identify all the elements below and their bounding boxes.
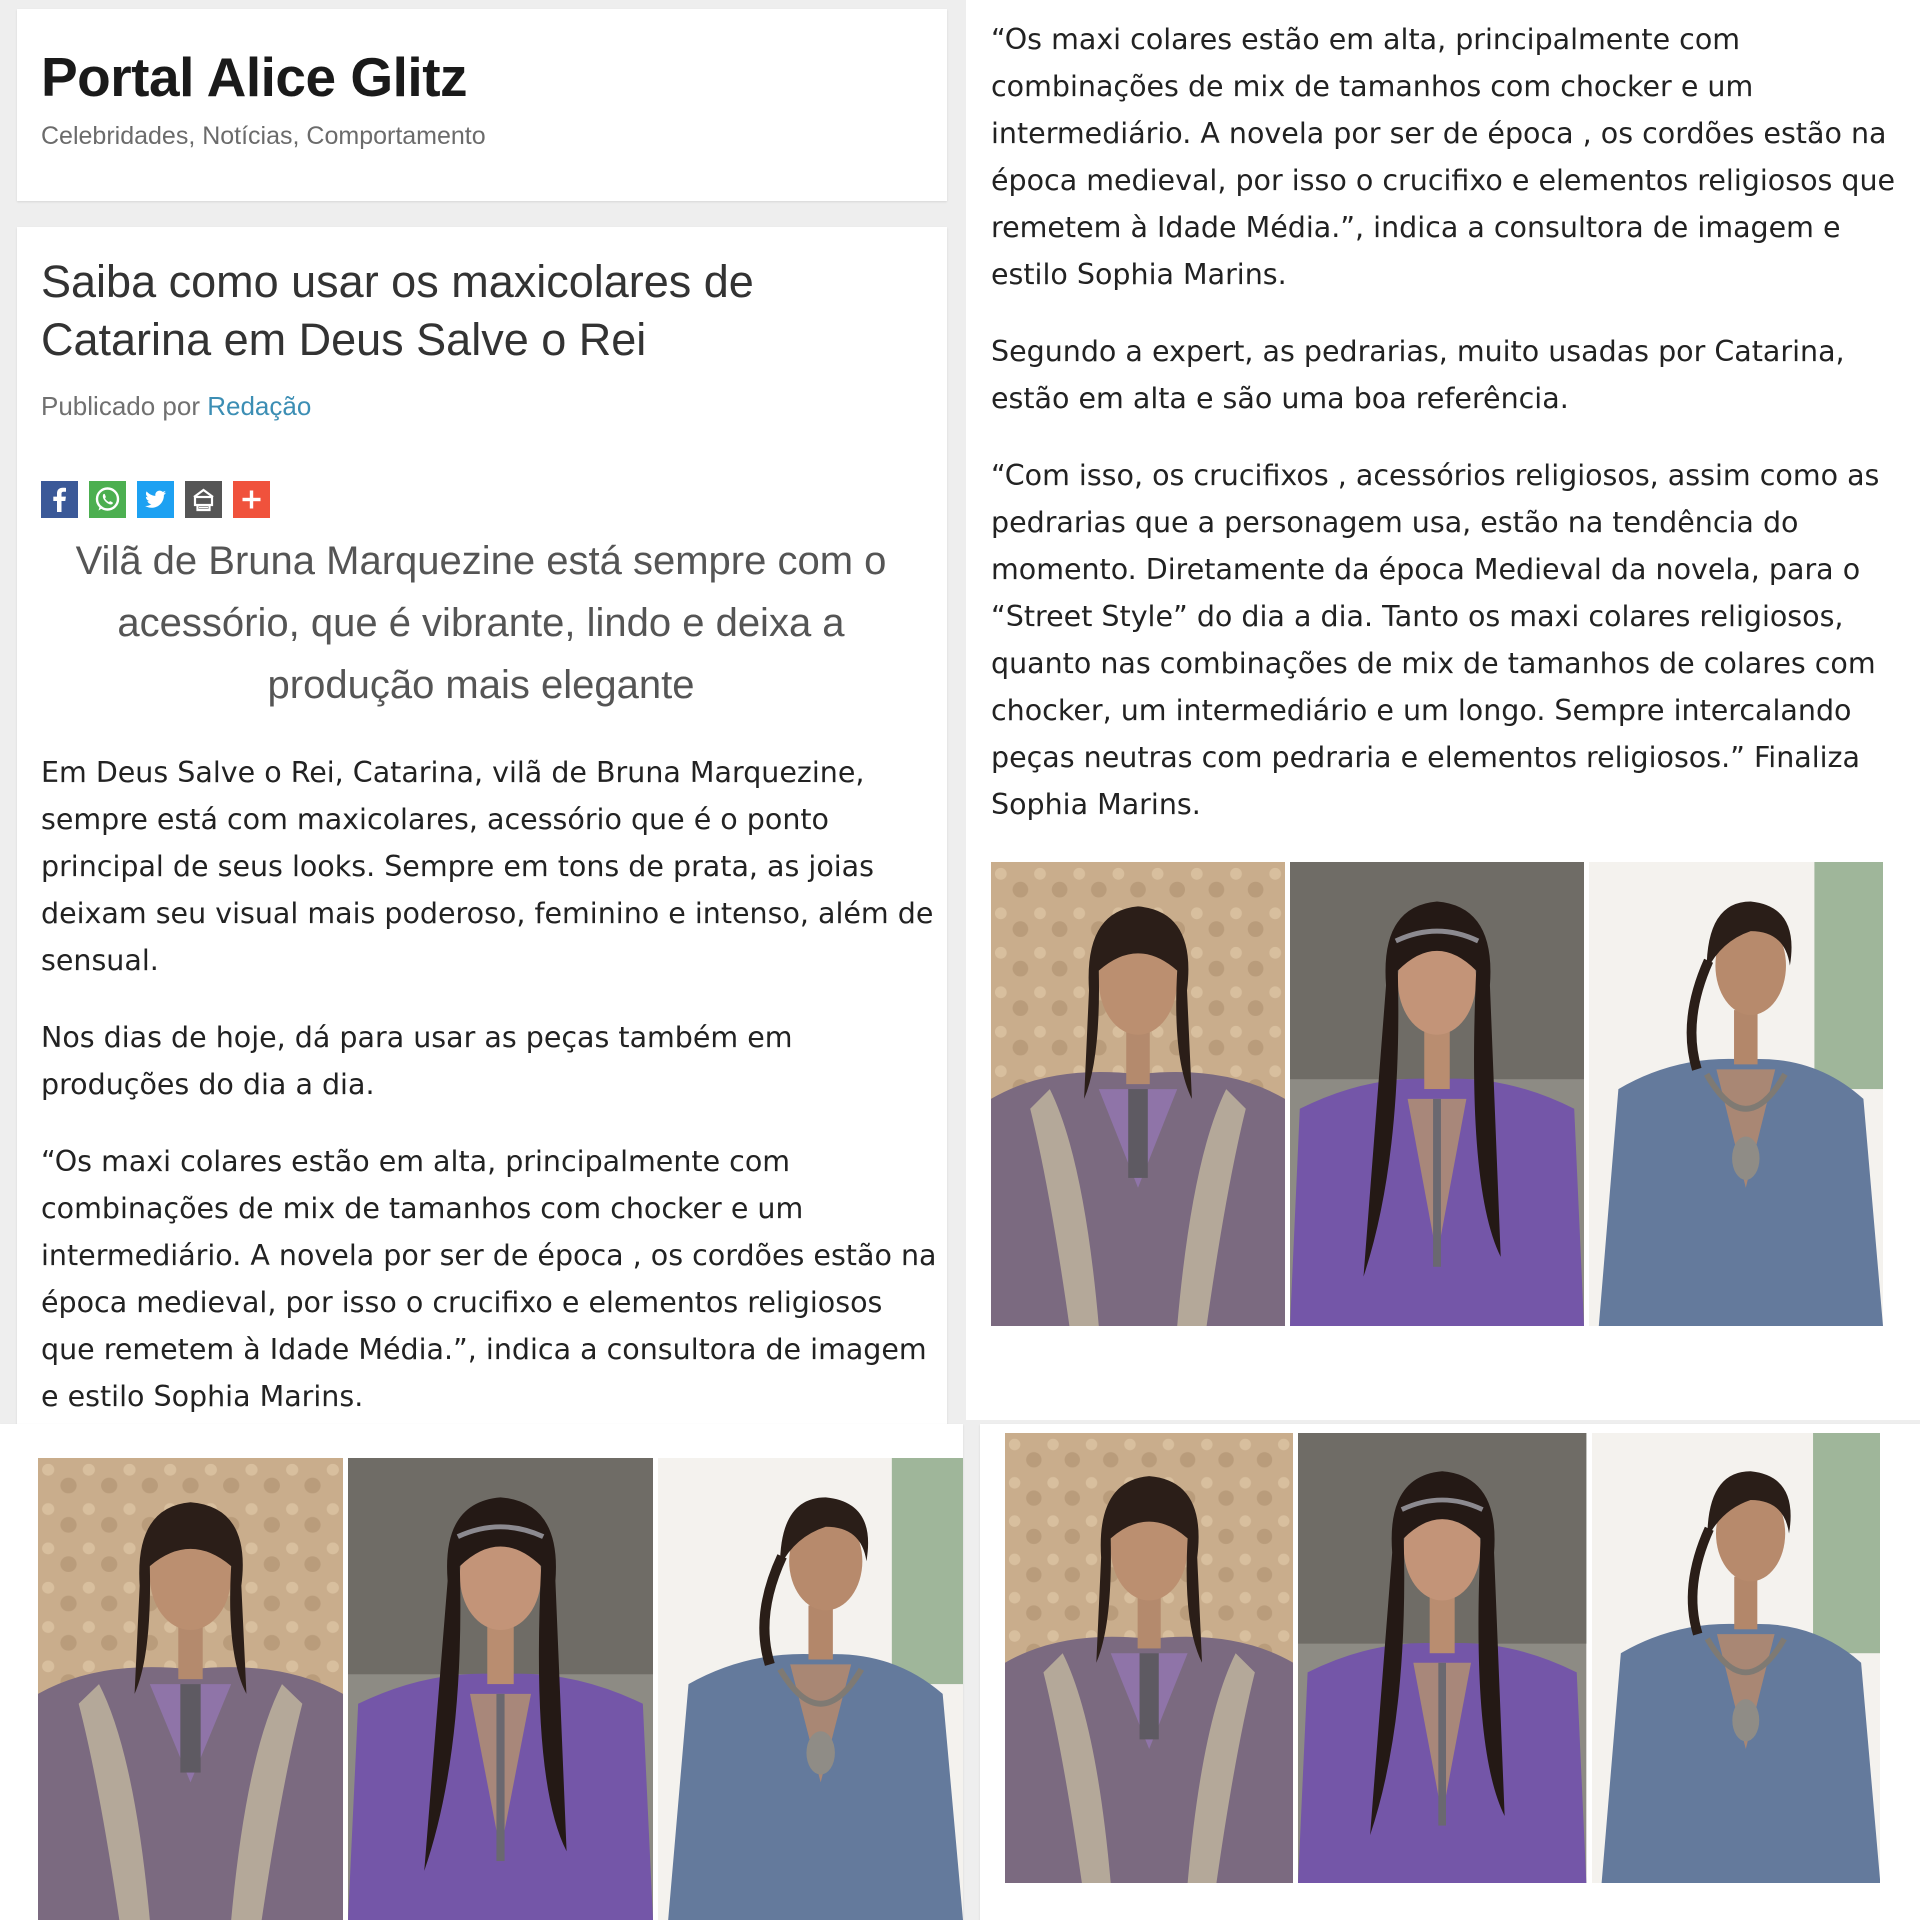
photo-collage-bottom-left (38, 1458, 963, 1920)
byline (41, 391, 311, 422)
photo-blue-gown (658, 1458, 963, 1920)
continuation-body (991, 16, 1911, 858)
byline-prefix: Publicado por (41, 391, 200, 421)
whatsapp-icon (89, 481, 126, 518)
photo-panel-3[interactable] (1589, 862, 1883, 1326)
facebook-icon (41, 481, 78, 518)
photo-blue-gown (1592, 1433, 1880, 1883)
printer-icon (185, 481, 222, 518)
photo-purple-dress (1298, 1433, 1586, 1883)
share-twitter-button[interactable] (137, 481, 174, 518)
photo-panel-1[interactable] (38, 1458, 343, 1920)
paragraph-intro: Em Deus Salve o Rei, Catarina, vilã de Bruna Marquezine, sempre está com maxicolares, acessório que é o ponto principal de seus looks. Sempre em tons de prata, as joias deixam seu visual mais poderoso, feminino e intenso, além de sensual. (41, 756, 934, 977)
paragraph-quote: “Os maxi colares estão em alta, principalmente com combinações de mix de tamanhos com chocker e um intermediário. A novela por ser de época , os cordões estão na época medieval, por isso o crucifixo e elementos religiosos que remetem à Idade Média.”, indica a consultora de imagem e estilo Sophia Marins. (41, 1145, 937, 1413)
photo-purple-dress (1290, 862, 1584, 1326)
photo-panel-3[interactable] (658, 1458, 963, 1920)
article-subtitle: Vilã de Bruna Marquezine está sempre com o acessório, que é vibrante, lindo e deixa a produção mais elegante (75, 539, 887, 707)
site-tagline: Celebridades, Notícias, Comportamento (41, 122, 486, 150)
photo-lilac-coat (1005, 1433, 1293, 1883)
photo-panel-2[interactable] (1290, 862, 1584, 1326)
photo-lilac-coat (991, 862, 1285, 1326)
site-header (17, 9, 947, 201)
site-title[interactable]: Portal Alice Glitz (41, 46, 468, 108)
photo-panel-2[interactable] (348, 1458, 653, 1920)
twitter-icon (137, 481, 174, 518)
share-print-button[interactable] (185, 481, 222, 518)
paragraph-quote-repeat: “Os maxi colares estão em alta, principalmente com combinações de mix de tamanhos com chocker e um intermediário. A novela por ser de época , os cordões estão na época medieval, por isso o crucifixo e elementos religiosos que remetem à Idade Média.”, indica a consultora de imagem e estilo Sophia Marins. (991, 23, 1896, 291)
photo-panel-3[interactable] (1592, 1433, 1880, 1883)
photo-collage-right (991, 862, 1883, 1326)
photo-blue-gown (1589, 862, 1883, 1326)
photo-lilac-coat (38, 1458, 343, 1920)
author-link[interactable]: Redação (207, 391, 312, 421)
photo-panel-1[interactable] (991, 862, 1285, 1326)
photo-purple-dress (348, 1458, 653, 1920)
paragraph-final-quote: “Com isso, os crucifixos , acessórios religiosos, assim como as pedrarias que a personagem usa, estão na tendência do momento. Diretamente da época Medieval da novela, para o “Street Style” do dia a dia. Tanto os maxi colares religiosos, quanto nas combinações de mix de tamanhos de colares com chocker, um intermediário e um longo. Sempre intercalando peças neutras com pedraria e elementos religiosos.” Finaliza Sophia Marins. (991, 459, 1880, 821)
share-more-button[interactable] (233, 481, 270, 518)
photo-panel-1[interactable] (1005, 1433, 1293, 1883)
paragraph-expert: Segundo a expert, as pedrarias, muito usadas por Catarina, estão em alta e são uma boa referência. (991, 335, 1845, 415)
article-title: Saiba como usar os maxicolares de Catarina em Deus Salve o Rei (41, 256, 754, 365)
photo-collage-bottom-right (1005, 1433, 1880, 1883)
share-buttons (41, 481, 270, 519)
share-facebook-button[interactable] (41, 481, 78, 518)
photo-panel-2[interactable] (1298, 1433, 1586, 1883)
article-body (41, 749, 941, 1427)
share-whatsapp-button[interactable] (89, 481, 126, 518)
paragraph-today: Nos dias de hoje, dá para usar as peças também em produções do dia a dia. (41, 1021, 793, 1101)
article-card (17, 227, 947, 1427)
plus-icon (233, 481, 270, 518)
